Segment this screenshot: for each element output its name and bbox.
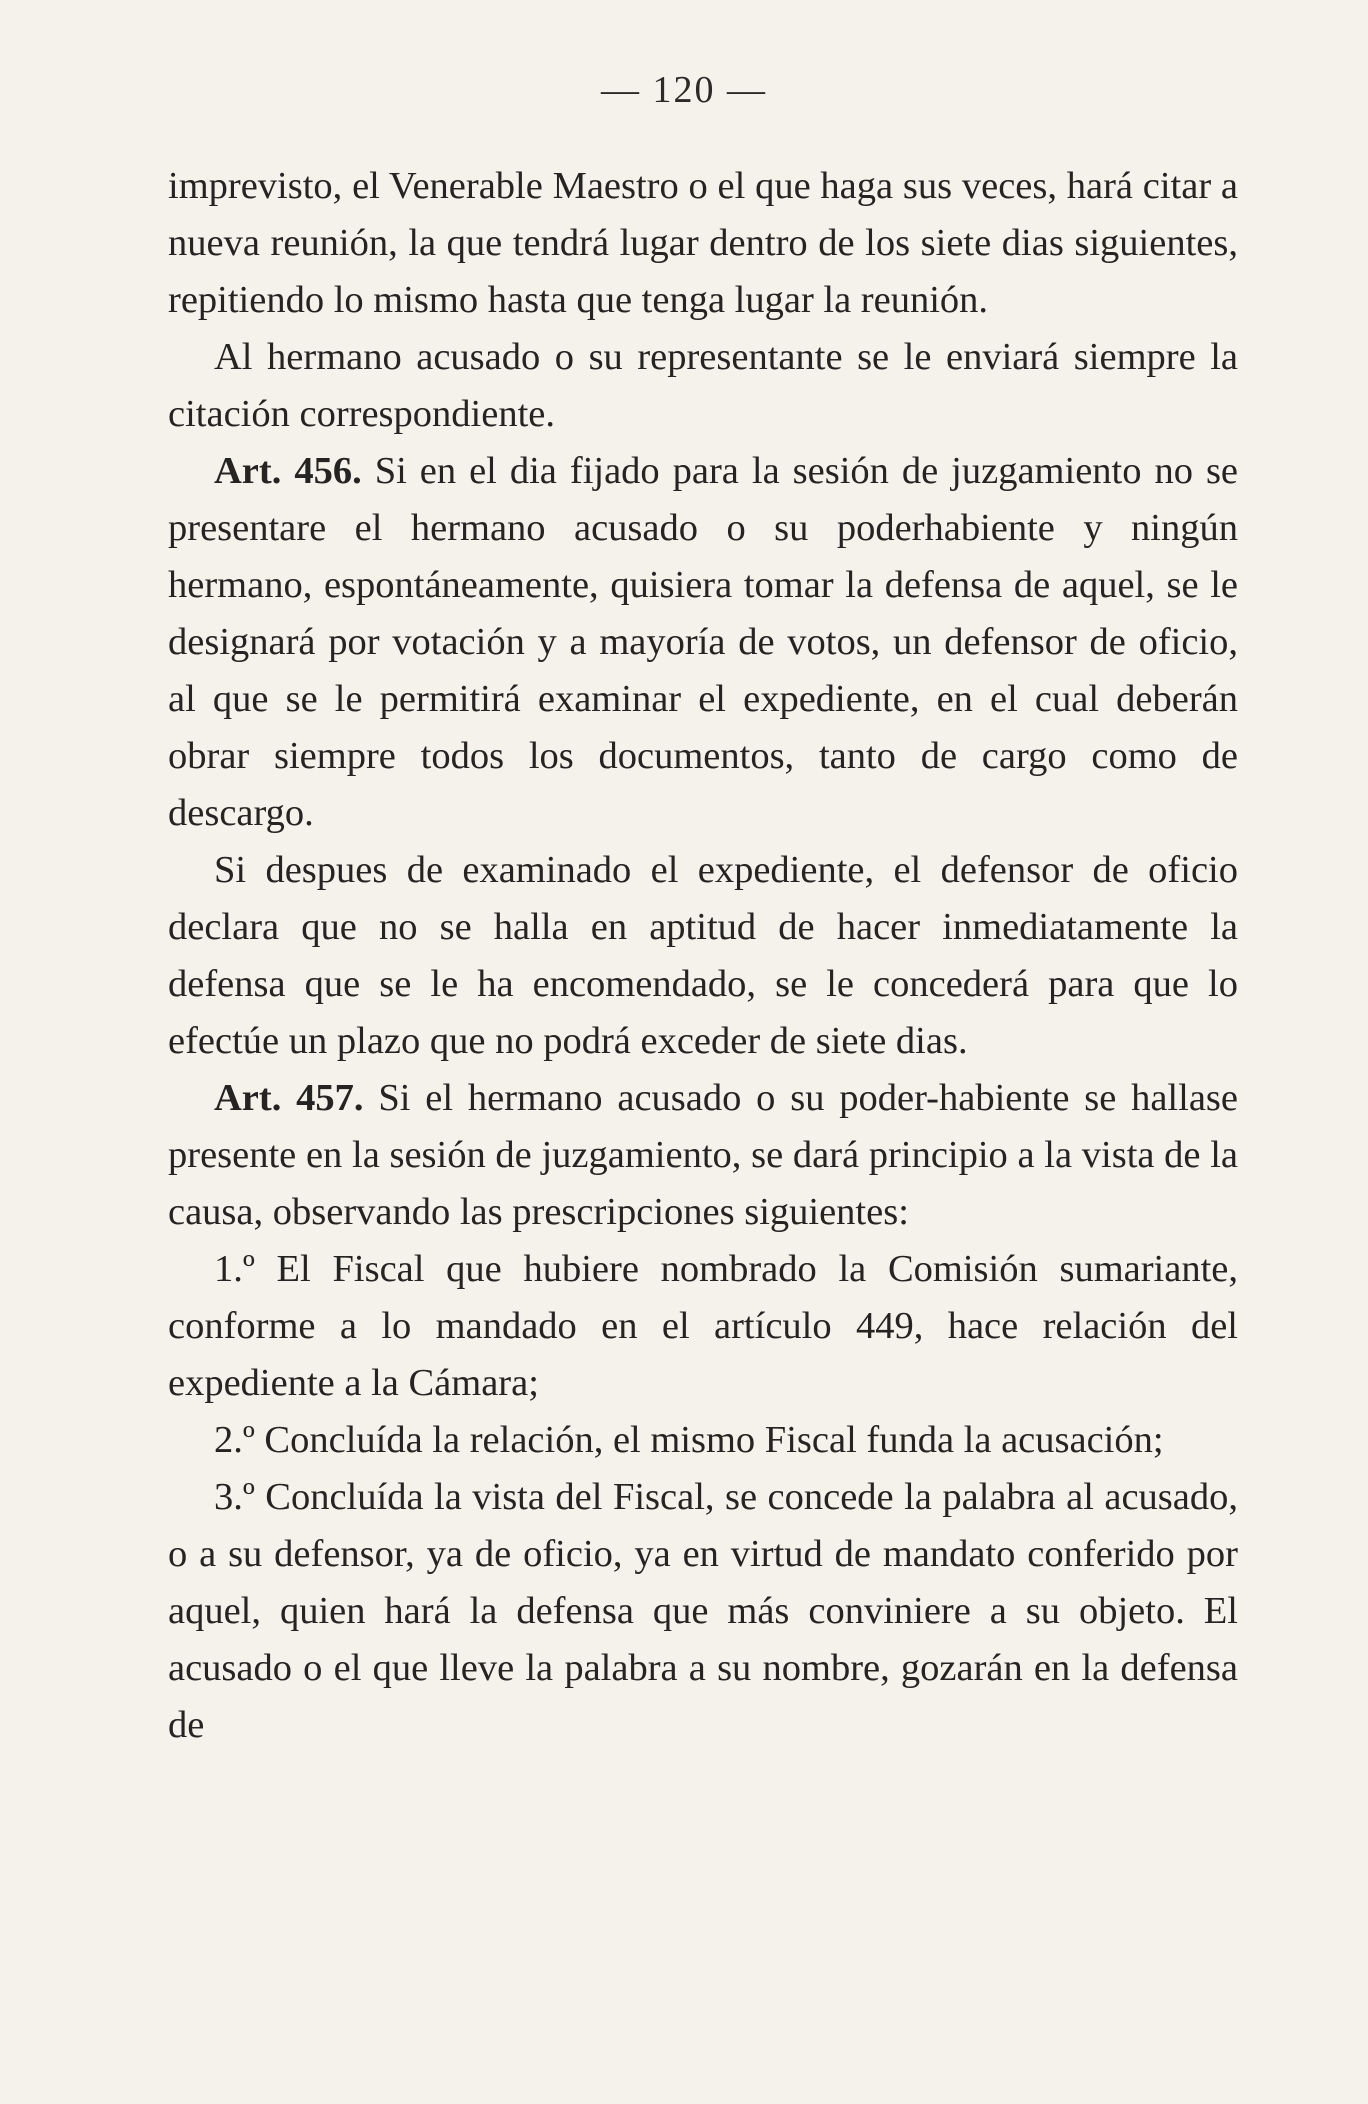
- body-text: [168, 158, 1238, 1754]
- paragraph-text: Si el hermano acusado o su poder-habiente se hallase presente en la sesión de juzgamiento, se dará principio a la vista de la causa, observando las prescripciones siguientes:: [168, 1077, 1238, 1233]
- paragraph-text: Si en el dia fijado para la sesión de juzgamiento no se presentare el hermano acusado o su poderhabiente y ningún hermano, espontáneamente, quisiera tomar la defensa de aquel, se le designará por votación y a mayoría de votos, un defensor de oficio, al que se le permitirá examinar el expediente, en el cual deberán obrar siempre todos los documentos, tanto de cargo como de descargo.: [168, 450, 1239, 834]
- list-item: [168, 1469, 1238, 1754]
- article-label: Art. 456.: [214, 450, 362, 492]
- list-item: [168, 1412, 1238, 1469]
- article-456: [168, 443, 1238, 842]
- paragraph-text: Si despues de examinado el expediente, el defensor de oficio declara que no se halla en aptitud de hacer inmediatamente la defensa que se le ha encomendado, se le concederá para que lo efectúe un plazo que no podrá exceder de siete dias.: [168, 849, 1238, 1062]
- paragraph-text: 2.º Concluída la relación, el mismo Fiscal funda la acusación;: [214, 1419, 1164, 1461]
- article-label: Art. 457.: [214, 1077, 364, 1119]
- page-number: — 120 —: [601, 69, 767, 111]
- list-item: [168, 1241, 1238, 1412]
- paragraph-text: 1.º El Fiscal que hubiere nombrado la Comisión sumariante, conforme a lo mandado en el artículo 449, hace relación del expediente a la Cámara;: [168, 1248, 1238, 1404]
- paragraph-text: Al hermano acusado o su representante se le enviará siempre la citación correspondiente.: [168, 336, 1238, 435]
- article-457: [168, 1070, 1238, 1241]
- paragraph-text: 3.º Concluída la vista del Fiscal, se concede la palabra al acusado, o a su defensor, ya de oficio, ya en virtud de mandato conferido por aquel, quien hará la defensa que más conviniere a su objeto. El acusado o el que lleve la palabra a su nombre, gozarán en la defensa de: [168, 1476, 1238, 1746]
- paragraph-continuation: [168, 158, 1238, 329]
- paragraph: [168, 329, 1238, 443]
- paragraph-text: imprevisto, el Venerable Maestro o el que haga sus veces, hará citar a nueva reunión, la que tendrá lugar dentro de los siete dias siguientes, repitiendo lo mismo hasta que tenga lugar la reunión.: [168, 165, 1238, 321]
- paragraph: [168, 842, 1238, 1070]
